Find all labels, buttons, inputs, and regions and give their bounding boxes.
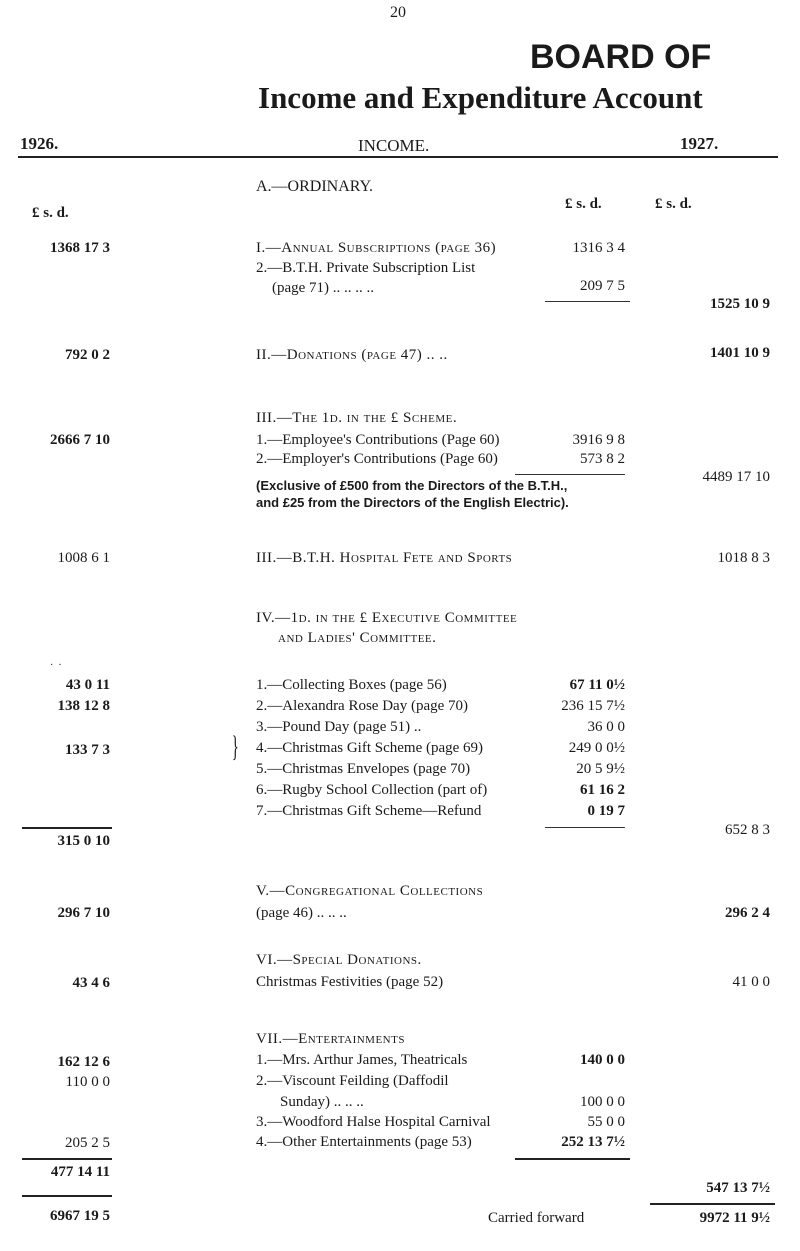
document-title-line1: BOARD OF [530,38,712,76]
note-III-a-2: and £25 from the Directors of the English Electric). [256,495,569,510]
total-V: 296 2 4 [725,905,770,921]
rule-VII-prior [22,1158,112,1160]
prior-year-VII-3: 205 2 5 [65,1135,110,1151]
line-VII-1: 1.—Mrs. Arthur James, Theatricals [256,1052,468,1068]
rule-I [545,301,630,302]
year-right: 1927. [680,134,719,153]
prior-year-VII-1: 162 12 6 [57,1054,110,1070]
amount-IV-6: 61 16 2 [580,782,625,798]
amount-VII-4: 252 13 7½ [561,1134,625,1150]
line-VII-2b: Sunday) .. .. .. [280,1094,364,1110]
line-I-1: I.—Annual Subscriptions (page 36) [256,240,497,256]
year-left: 1926. [20,134,59,153]
page-number: 20 [390,4,406,21]
amount-VII-2: 100 0 0 [580,1094,625,1110]
line-I-2a: 2.—B.T.H. Private Subscription List [256,260,476,276]
rule-III-a [515,474,625,475]
amount-III-a-1: 3916 9 8 [572,432,625,448]
line-IV-5: 5.—Christmas Envelopes (page 70) [256,761,471,777]
amount-I-2: 209 7 5 [580,278,625,294]
prior-year-IV-1: 43 0 11 [65,677,110,693]
amount-III-a-2: 573 8 2 [580,451,625,467]
prior-year-II: 792 0 2 [65,347,110,363]
prior-year-III-b: 1008 6 1 [57,550,110,566]
line-IV-6: 6.—Rugby School Collection (part of) [256,782,488,798]
section-heading: INCOME. [358,136,430,155]
total-VI: 41 0 0 [732,974,770,990]
document-title-line2: Income and Expenditure Account [258,80,703,115]
line-VII-2a: 2.—Viscount Feilding (Daffodil [256,1073,449,1089]
line-VII-3: 3.—Woodford Halse Hospital Carnival [256,1114,491,1130]
rule-IV [545,827,625,828]
heading-VII: VII.—Entertainments [256,1031,405,1047]
total-III-b: 1018 8 3 [717,550,770,566]
amount-IV-3: 36 0 0 [587,719,625,735]
total-II: 1401 10 9 [710,345,770,361]
total-I: 1525 10 9 [710,296,770,312]
line-IV-1: 1.—Collecting Boxes (page 56) [256,677,447,693]
line-I-2b: (page 71) .. .. .. .. [272,280,375,296]
amount-IV-4: 249 0 0½ [568,740,625,756]
carried-forward-label: Carried forward [488,1210,585,1226]
prior-year-VI: 43 4 6 [72,975,110,991]
amount-IV-2: 236 15 7½ [561,698,625,714]
rule-VII-mid [515,1158,630,1160]
total-III-a: 4489 17 10 [702,469,770,485]
prior-year-I: 1368 17 3 [50,240,110,256]
prior-year-V: 296 7 10 [57,905,110,921]
line-IV-3: 3.—Pound Day (page 51) .. [256,719,422,735]
total-VII: 547 13 7½ [706,1180,770,1196]
prior-year-IV-3: 133 7 3 [65,742,110,758]
prior-subtotal-IV: 315 0 10 [57,833,110,849]
prior-year-III-a: 2666 7 10 [50,432,110,448]
carried-forward-total: 9972 11 9½ [699,1210,770,1226]
units-left: £ s. d. [32,205,69,221]
amount-VII-3: 55 0 0 [587,1114,625,1130]
rule-footer-prior [22,1195,112,1197]
line-IV-4: 4.—Christmas Gift Scheme (page 69) [256,740,484,756]
rule-IV-prior [22,827,112,829]
amount-IV-7: 0 19 7 [587,803,625,819]
prior-total: 6967 19 5 [50,1208,110,1224]
rule-footer-total [650,1203,775,1205]
prior-subtotal-VII: 477 14 11 [50,1164,110,1180]
amount-IV-1: 67 11 0½ [569,677,625,693]
amount-I-1: 1316 3 4 [572,240,625,256]
heading-IV-1: IV.—1d. in the £ Executive Committee [256,610,518,626]
note-III-a-1: (Exclusive of £500 from the Directors of the B.T.H., [256,478,568,493]
prior-year-IV-2: 138 12 8 [57,698,110,714]
section-a-heading: A.—ORDINARY. [256,178,374,195]
header-rule [18,156,778,158]
heading-VI: VI.—Special Donations. [256,952,422,968]
line-VII-4: 4.—Other Entertainments (page 53) [256,1134,472,1150]
line-II: II.—Donations (page 47) .. .. [256,347,448,363]
amount-IV-5: 20 5 9½ [576,761,625,777]
line-IV-2: 2.—Alexandra Rose Day (page 70) [256,698,469,714]
bracket: } [231,730,239,763]
units-right: £ s. d. [655,196,692,212]
total-IV: 652 8 3 [725,822,770,838]
amount-VII-1: 140 0 0 [580,1052,625,1068]
line-III-b: III.—B.T.H. Hospital Fete and Sports [256,550,513,566]
line-V-1: V.—Congregational Collections [256,883,484,899]
line-III-a-1: 1.—Employee's Contributions (Page 60) [256,432,500,448]
line-VI: Christmas Festivities (page 52) [256,974,444,990]
heading-IV-2: and Ladies' Committee. [278,630,437,646]
prior-year-VII-2: 110 0 0 [65,1074,110,1090]
heading-III-a: III.—The 1d. in the £ Scheme. [256,410,458,426]
dot-marks: · · [50,660,62,671]
line-III-a-2: 2.—Employer's Contributions (Page 60) [256,451,498,467]
line-IV-7: 7.—Christmas Gift Scheme—Refund [256,803,482,819]
units-middle: £ s. d. [565,196,602,212]
line-V-2: (page 46) .. .. .. [256,905,347,921]
